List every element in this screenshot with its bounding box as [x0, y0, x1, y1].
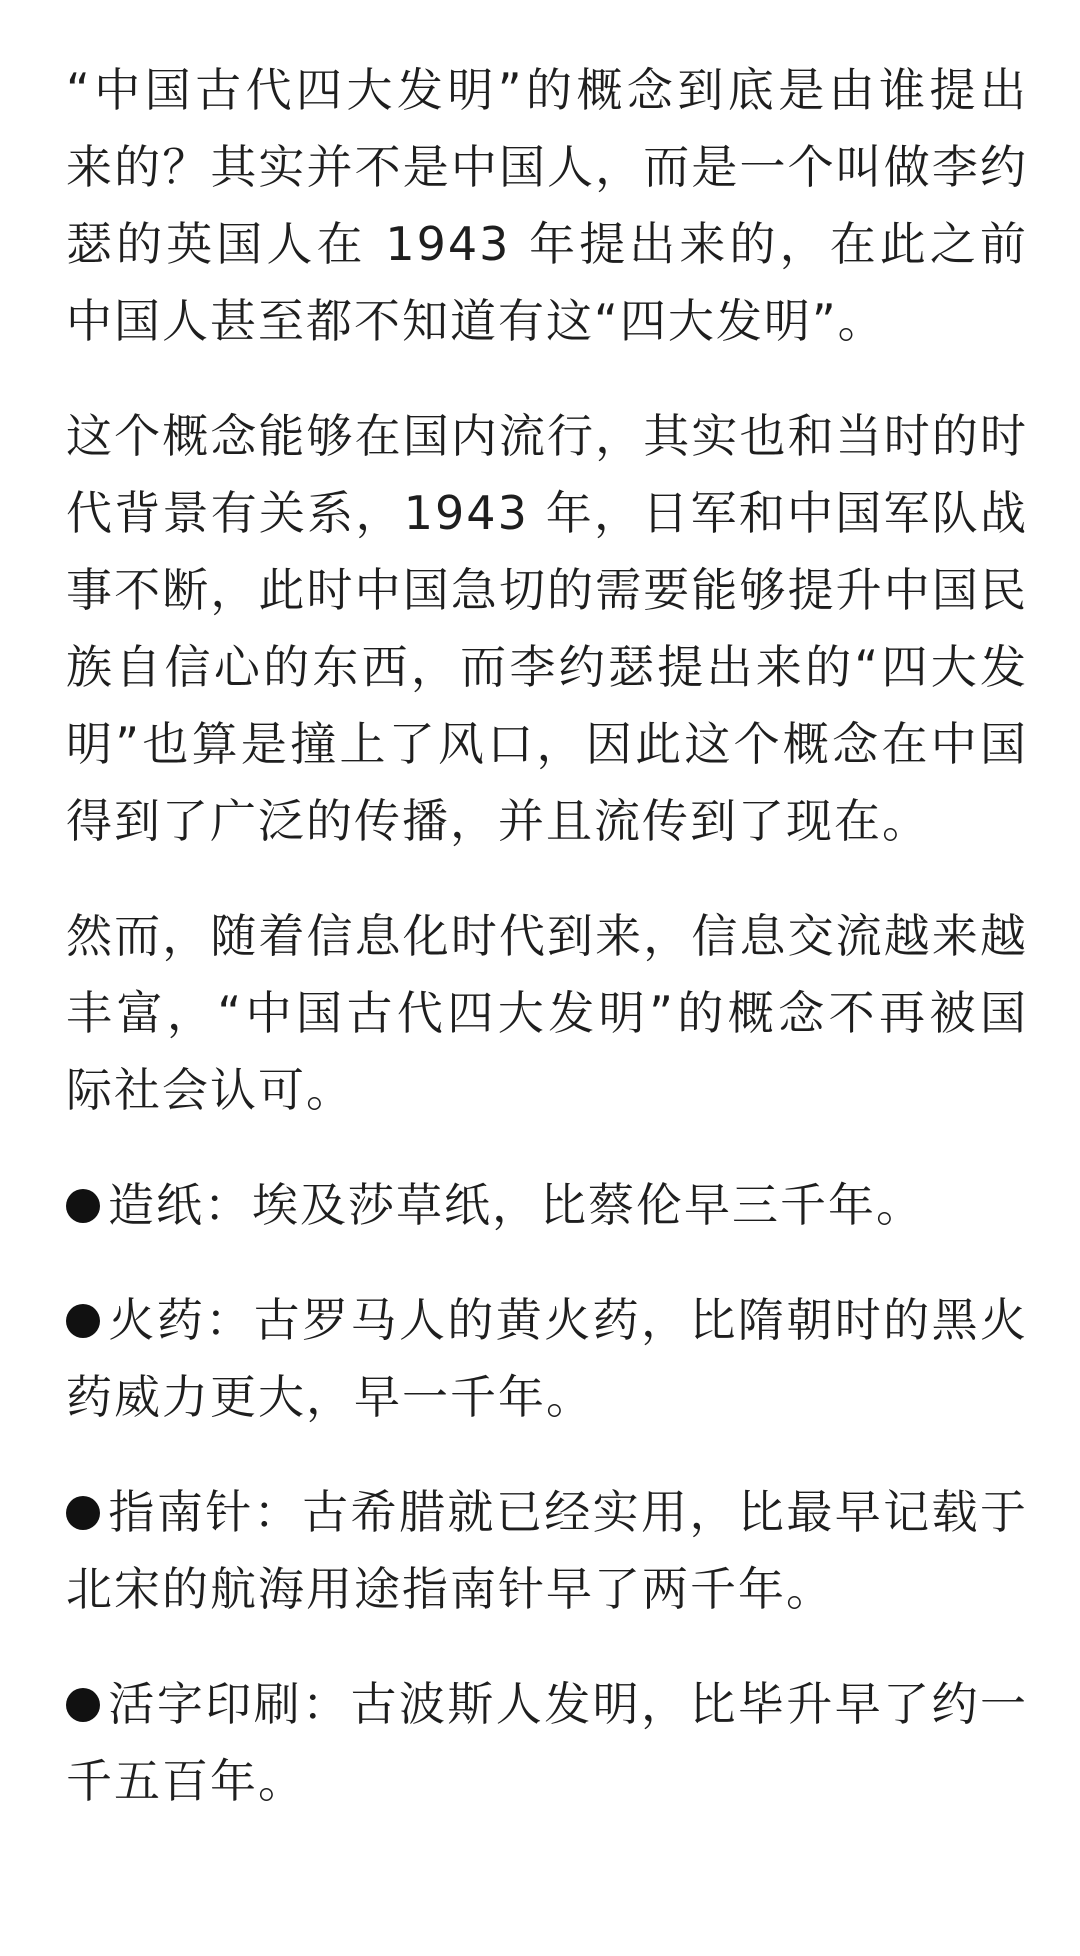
list-item-compass — [66, 1474, 1028, 1628]
list-item-papermaking — [66, 1167, 1028, 1244]
list-item-text: 指南针：古希腊就已经实用，比最早记载于北宋的航海用途指南针早了两千年。 — [66, 1485, 1028, 1616]
list-item-printing — [66, 1666, 1028, 1820]
list-item-text: 造纸：埃及莎草纸，比蔡伦早三千年。 — [108, 1178, 924, 1232]
bullet-dot-icon — [66, 1496, 100, 1530]
bullet-dot-icon — [66, 1189, 100, 1223]
list-item-gunpowder — [66, 1282, 1028, 1436]
article-body — [66, 52, 1028, 1858]
paragraph-recognition: 然而，随着信息化时代到来，信息交流越来越丰富，“中国古代四大发明”的概念不再被国际社会认可。 — [66, 909, 1028, 1117]
list-item-text: 活字印刷：古波斯人发明，比毕升早了约一千五百年。 — [66, 1677, 1028, 1808]
paragraph-origin: “中国古代四大发明”的概念到底是由谁提出来的？其实并不是中国人，而是一个叫做李约瑟的英国人在 1943 年提出来的，在此之前中国人甚至都不知道有这“四大发明”。 — [66, 63, 1028, 348]
paragraph-context: 这个概念能够在国内流行，其实也和当时的时代背景有关系，1943 年，日军和中国军队战事不断，此时中国急切的需要能够提升中国民族自信心的东西，而李约瑟提出来的“四大发明”也算是撞上了风口，因此这个概念在中国得到了广泛的传播，并且流传到了现在。 — [66, 409, 1028, 848]
bullet-dot-icon — [66, 1688, 100, 1722]
bullet-dot-icon — [66, 1304, 100, 1338]
list-item-text: 火药：古罗马人的黄火药，比隋朝时的黑火药威力更大，早一千年。 — [66, 1293, 1028, 1424]
